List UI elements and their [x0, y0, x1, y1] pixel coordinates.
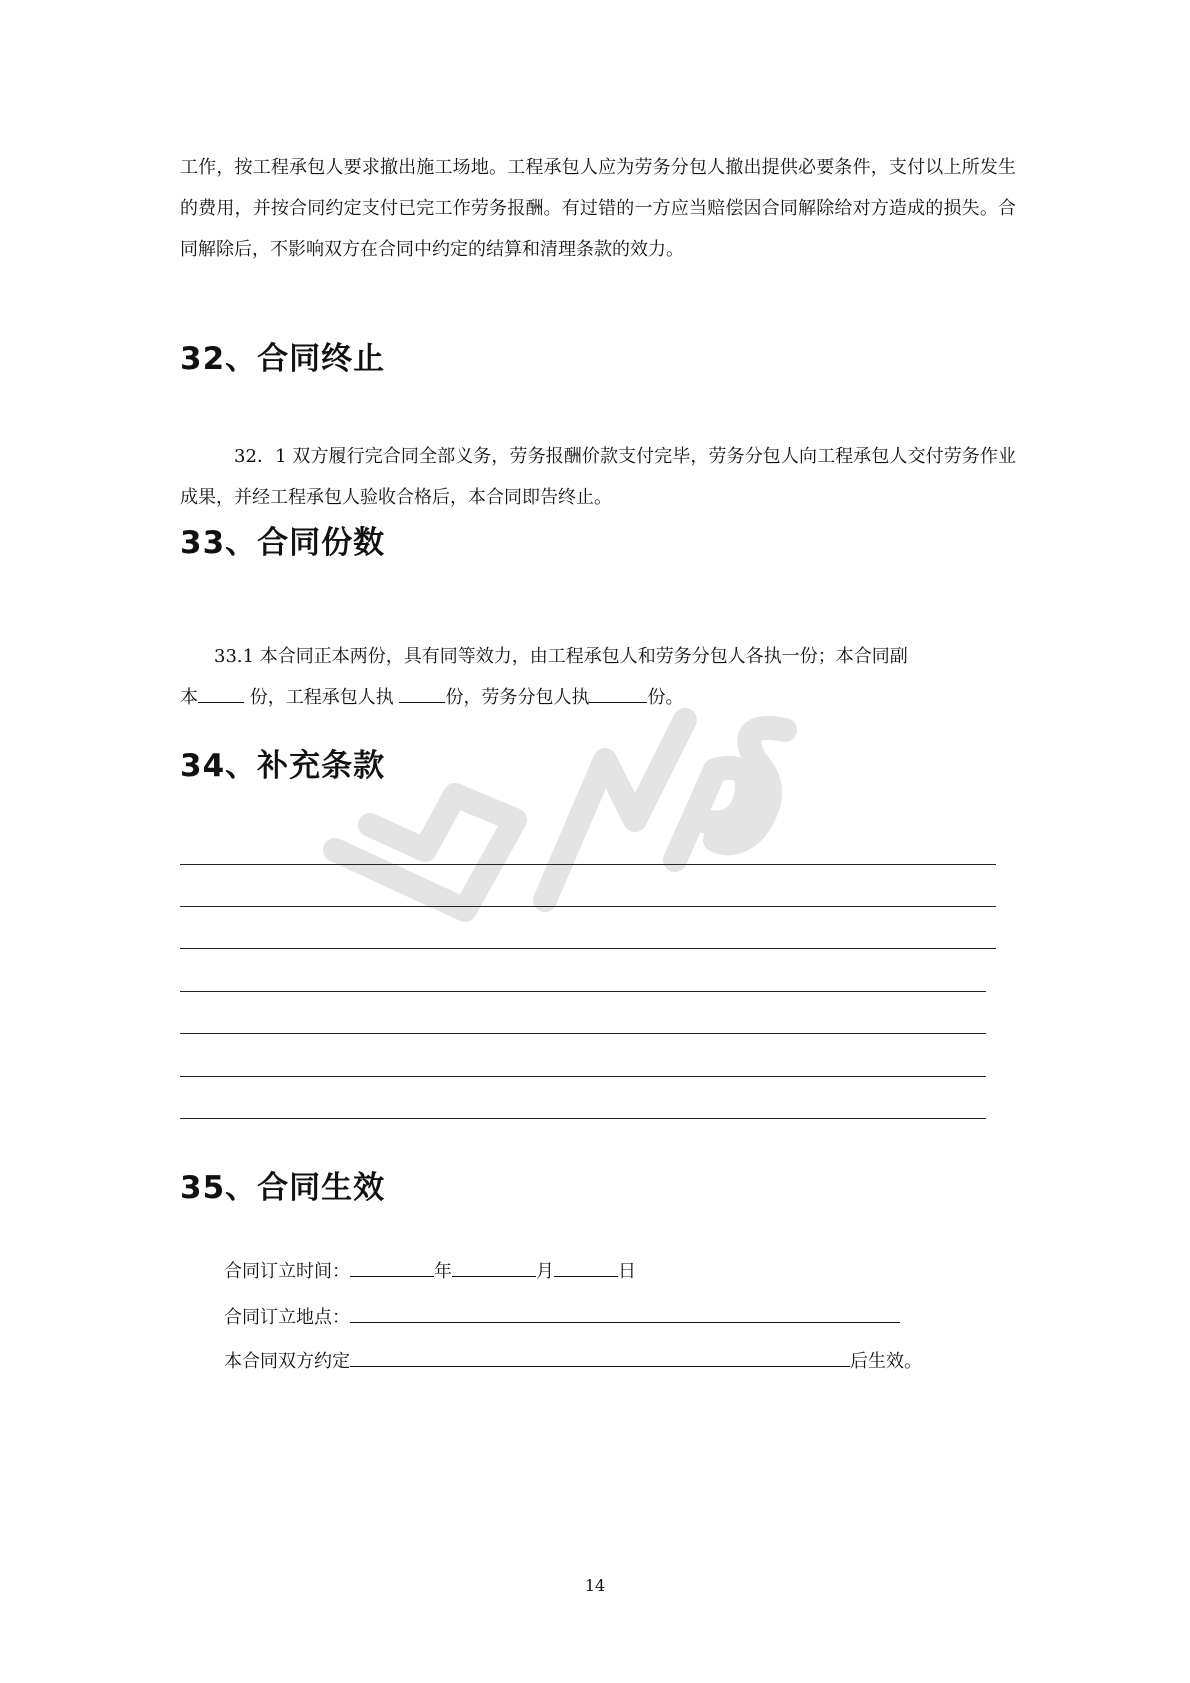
- copies-text-b: 份，工程承包人执: [244, 687, 400, 708]
- supplement-line[interactable]: [180, 991, 986, 992]
- copies-blank-subcontractor[interactable]: [589, 684, 647, 703]
- heading-section-34: 34、补充条款: [180, 748, 386, 784]
- copies-text-a: 本: [180, 687, 198, 708]
- day-blank[interactable]: [554, 1258, 618, 1277]
- day-label: 日: [618, 1261, 636, 1282]
- supplement-line[interactable]: [180, 1033, 986, 1034]
- year-blank[interactable]: [350, 1258, 434, 1277]
- signing-date-label: 合同订立时间：: [224, 1261, 350, 1282]
- copies-text-c: 份，劳务分包人执: [445, 687, 590, 708]
- year-label: 年: [434, 1261, 452, 1282]
- watermark-w-letter: [545, 720, 685, 900]
- supplement-line[interactable]: [180, 1076, 986, 1077]
- paragraph-33-1-line2: [180, 677, 1016, 718]
- effective-condition-row: [224, 1348, 922, 1374]
- signing-date-row: [224, 1258, 636, 1284]
- month-label: 月: [536, 1261, 554, 1282]
- watermark-w-shape: [335, 795, 515, 910]
- effective-label: 本合同双方约定: [224, 1351, 350, 1372]
- heading-section-35: 35、合同生效: [180, 1170, 386, 1206]
- heading-section-33: 33、合同份数: [180, 525, 386, 561]
- supplement-line[interactable]: [180, 1118, 986, 1119]
- copies-text-d: 份。: [647, 687, 684, 708]
- effective-condition-blank[interactable]: [350, 1348, 850, 1367]
- wps-watermark-logo: [315, 700, 835, 1020]
- watermark-p-letter: [675, 768, 747, 860]
- watermark-s-letter: [715, 728, 785, 843]
- intro-paragraph: 工作，按工程承包人要求撤出施工场地。工程承包人应为劳务分包人撤出提供必要条件，支付以上所发生的费用，并按合同约定支付已完工作劳务报酬。有过错的一方应当赔偿因合同解除给对方造成的损失。合同解除后，不影响双方在合同中约定的结算和清理条款的效力。: [180, 157, 1016, 260]
- supplement-line[interactable]: [180, 948, 996, 949]
- copies-blank-contractor[interactable]: [399, 684, 445, 703]
- month-blank[interactable]: [452, 1258, 536, 1277]
- effective-suffix: 后生效。: [850, 1351, 922, 1372]
- signing-place-label: 合同订立地点：: [224, 1307, 350, 1328]
- supplement-line[interactable]: [180, 864, 996, 865]
- signing-place-row: [224, 1304, 900, 1330]
- place-blank[interactable]: [350, 1304, 900, 1323]
- heading-section-32: 32、合同终止: [180, 341, 386, 377]
- paragraph-32-1: 32．1 双方履行完合同全部义务，劳务报酬价款支付完毕，劳务分包人向工程承包人交付劳务作业成果，并经工程承包人验收合格后，本合同即告终止。: [180, 446, 1016, 508]
- page-number: 14: [584, 1576, 606, 1595]
- copies-blank-total[interactable]: [198, 684, 244, 703]
- paragraph-33-1-line1: 33.1 本合同正本两份，具有同等效力，由工程承包人和劳务分包人各执一份；本合同副: [214, 646, 908, 667]
- supplement-line[interactable]: [180, 906, 996, 907]
